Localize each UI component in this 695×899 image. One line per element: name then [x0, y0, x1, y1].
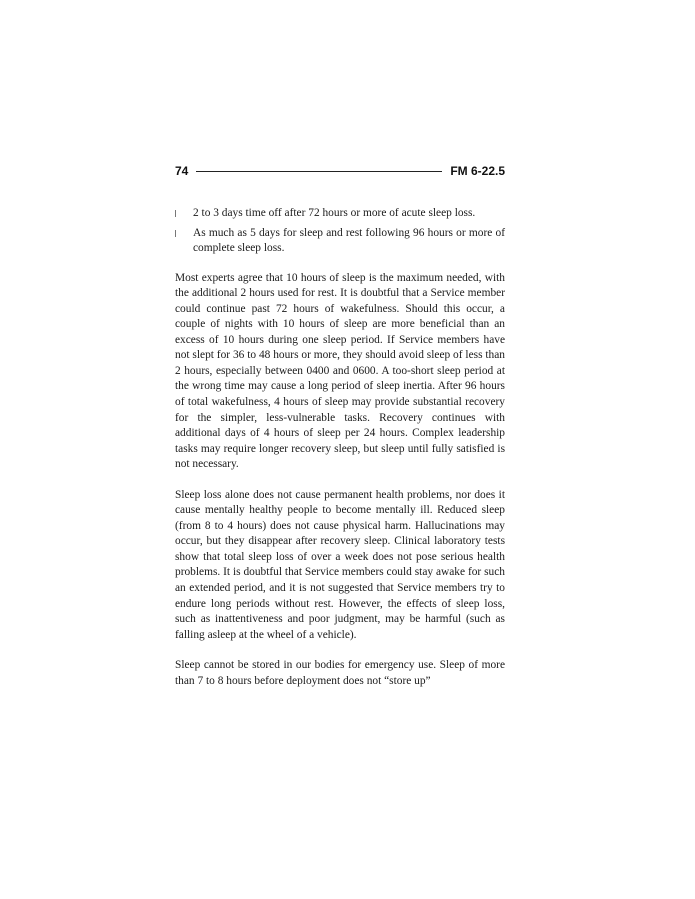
page-header: [175, 162, 505, 180]
paragraph-recovery-sleep: Most experts agree that 10 hours of sleep is the maximum needed, with the additional 2 hours used for rest. It is doubtful that a Service member could continue past 72 hours of wakefulness. Should this occur, a couple of nights with 10 hours of sleep are more beneficial than an excess of 10 hours during one sleep period. If Service members have not slept for 36 to 48 hours or more, they should avoid sleep of less than 2 hours, especially between 0400 and 0600. A too-short sleep period at the wrong time may cause a long period of sleep inertia. After 96 hours of total wakefulness, 4 hours of sleep may provide substantial recovery for the simpler, less-vulnerable tasks. Recovery continues with additional days of 4 hours of sleep per 24 hours. Complex leadership tasks may require longer recovery sleep, but sleep until fully satisfied is not necessary.: [175, 271, 505, 471]
page-number: 74: [175, 164, 189, 178]
bullet-marker-icon: [175, 230, 176, 237]
header-rule: [196, 171, 442, 172]
list-item: [175, 206, 505, 222]
bullet-text: As much as 5 days for sleep and rest following 96 hours or more of complete sleep loss.: [193, 226, 505, 255]
page-body: [175, 206, 505, 704]
document-id: FM 6-22.5: [450, 164, 505, 178]
bullet-marker-icon: [175, 210, 176, 217]
paragraph-health-effects: Sleep loss alone does not cause permanent health problems, nor does it cause mentally healthy people to become mentally ill. Reduced sleep (from 8 to 4 hours) does not cause physical harm. Hallucinations may occur, but they disappear after recovery sleep. Clinical laboratory tests show that total sleep loss of over a week does not pose serious health problems. It is doubtful that Service members could stay awake for such an extended period, and it is not suggested that Service members try to endure long periods without rest. However, the effects of sleep loss, such as inattentiveness and poor judgment, may be harmful (such as falling asleep at the wheel of a vehicle).: [175, 488, 505, 641]
list-item: [175, 226, 505, 257]
paragraph-sleep-storage: Sleep cannot be stored in our bodies for emergency use. Sleep of more than 7 to 8 hours before deployment does not “store up”: [175, 659, 505, 687]
bullet-list: [175, 206, 505, 257]
bullet-text: 2 to 3 days time off after 72 hours or more of acute sleep loss.: [193, 207, 476, 219]
